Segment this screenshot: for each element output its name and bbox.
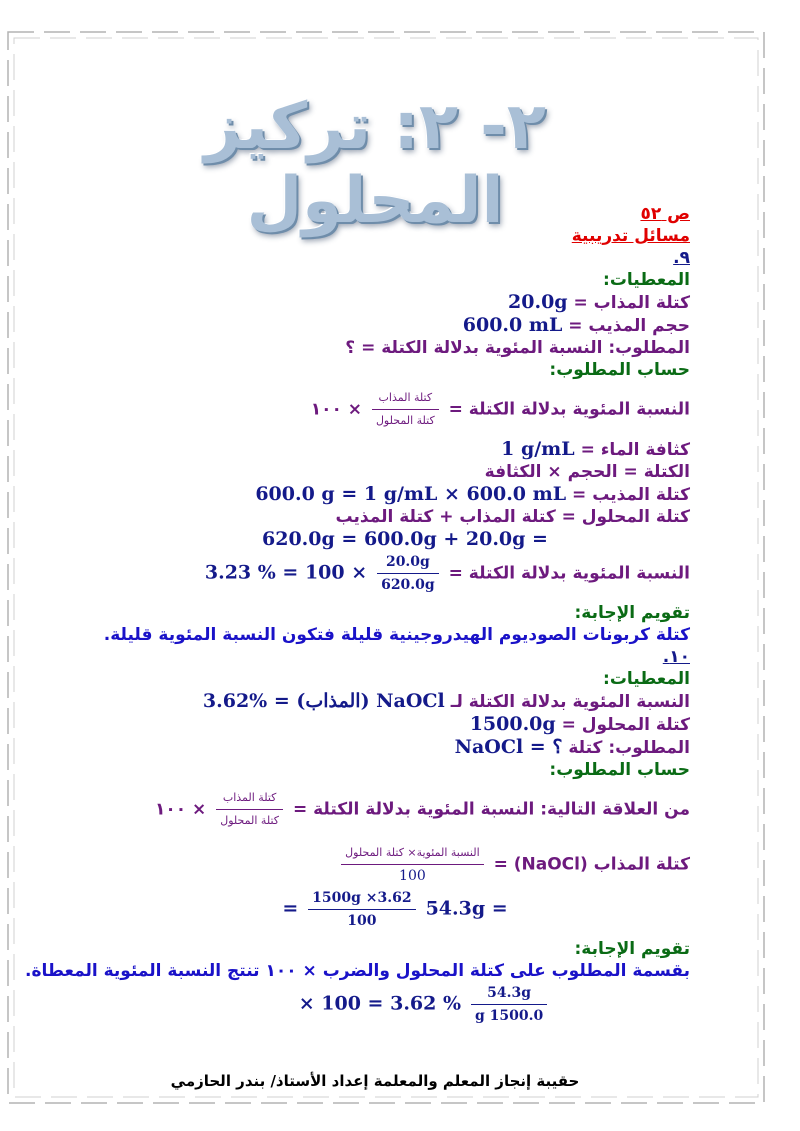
result-fraction xyxy=(377,551,439,596)
solute-mass-value: 20.0g xyxy=(508,291,568,313)
solution-mass-value: 620.0g = 600.0g + 20.0g = xyxy=(262,528,548,550)
answer-value: 54.3g = xyxy=(425,897,508,920)
relation-tail: × ١٠٠ xyxy=(155,799,207,820)
problem-10-check xyxy=(60,982,690,1027)
answer-numerator: 1500g ×3.62 xyxy=(308,887,415,910)
solute-fraction xyxy=(341,842,483,887)
check-fraction xyxy=(471,982,547,1027)
problem-10-relation xyxy=(60,787,690,832)
formula-numerator: كتلة المذاب xyxy=(372,387,439,410)
section-heading: مسائل تدريبية xyxy=(571,226,690,246)
problem-9-required: المطلوب: النسبة المئوية بدلالة الكتلة = ؟ xyxy=(345,338,690,358)
check-tail: × 100 = 3.62 % xyxy=(298,992,462,1015)
solvent-volume-label: حجم المذيب = xyxy=(568,316,690,336)
answer-denominator: 100 xyxy=(347,913,377,929)
solute-denominator: 100 xyxy=(399,868,426,884)
formula-tail: × ١٠٠ xyxy=(310,399,363,420)
problem-9-result xyxy=(60,551,690,596)
relation-denominator: كتلة المحلول xyxy=(220,814,280,827)
problem-10-givens-label: المعطيات: xyxy=(603,669,690,689)
problem-10-calc-label: حساب المطلوب: xyxy=(549,760,690,780)
problem-9-density xyxy=(60,438,690,461)
relation-fraction xyxy=(216,787,283,832)
check-numerator: 54.3g xyxy=(471,982,547,1005)
formula-fraction xyxy=(372,387,439,432)
problem-9-number: ٩. xyxy=(673,248,690,268)
problem-9-mass-rule: الكتلة = الحجم × الكثافة xyxy=(484,462,690,482)
solvent-mass-value: 600.0 g = 1 g/mL × 600.0 mL xyxy=(255,483,567,505)
problem-9-formula xyxy=(60,387,690,432)
result-denominator: 620.0g xyxy=(381,577,435,593)
solute-numerator: النسبة المئوية× كتلة المحلول xyxy=(341,842,483,865)
percent-value: 3.62% = (المذاب) NaOCl xyxy=(202,690,445,712)
result-label: النسبة المئوية بدلالة الكتلة = xyxy=(448,563,690,584)
document-page xyxy=(25,60,690,1100)
check-denominator: 1500.0 g xyxy=(474,1008,544,1024)
relation-label: من العلاقة التالية: النسبة المئوية بدلالة الكتلة = xyxy=(292,799,690,820)
problem-10-answer xyxy=(60,887,690,932)
problem-10-number: ١٠. xyxy=(662,647,690,667)
problem-9-solution-mass-value xyxy=(60,528,690,551)
page-footer: حقيبة إنجاز المعلم والمعلمة إعداد الأستاذ/ بندر الحازمي xyxy=(170,1072,580,1090)
document-body xyxy=(25,203,690,1027)
percent-label: النسبة المئوية بدلالة الكتلة لـ xyxy=(450,692,690,712)
density-value: 1 g/mL xyxy=(501,438,575,460)
problem-10-required xyxy=(60,736,690,759)
required-value: NaOCl = ؟ xyxy=(454,736,563,758)
problem-9-solvent-volume xyxy=(60,314,690,337)
problem-10-eval-label: تقويم الإجابة: xyxy=(574,939,690,959)
problem-9-givens-label: المعطيات: xyxy=(603,270,690,290)
solute-mass-label: كتلة المذاب = xyxy=(573,293,690,313)
problem-9-solution-mass-rule: كتلة المحلول = كتلة المذاب + كتلة المذيب xyxy=(335,507,690,527)
problem-10-eval-text: بقسمة المطلوب على كتلة المحلول والضرب × ١٠٠ تنتج النسبة المئوية المعطاة. xyxy=(25,961,690,981)
answer-fraction xyxy=(308,887,415,932)
formula-denominator: كتلة المحلول xyxy=(375,414,435,427)
page-reference: ص ٥٢ xyxy=(640,204,690,224)
result-tail: 3.23 % = 100 × xyxy=(204,561,368,584)
problem-9-solvent-mass xyxy=(60,483,690,506)
solution-mass-value-10: 1500.0g xyxy=(469,713,556,735)
solvent-mass-label: كتلة المذيب = xyxy=(572,485,690,505)
problem-9-eval-text: كتلة كربونات الصوديوم الهيدروجينية قليلة فتكون النسبة المئوية قليلة. xyxy=(103,625,690,645)
problem-10-solute xyxy=(60,842,690,887)
problem-10-percent xyxy=(60,690,690,713)
required-label: المطلوب: كتلة xyxy=(568,738,690,758)
problem-10-solution-mass xyxy=(60,713,690,736)
problem-9-eval-label: تقويم الإجابة: xyxy=(574,603,690,623)
relation-numerator: كتلة المذاب xyxy=(216,787,283,810)
formula-label: النسبة المئوية بدلالة الكتلة = xyxy=(448,399,690,420)
solution-mass-label: كتلة المحلول = xyxy=(561,715,690,735)
page-title: ٢- ٢: تركيز المحلول xyxy=(204,90,546,238)
result-numerator: 20.0g xyxy=(377,551,439,574)
density-label: كثافة الماء = xyxy=(580,440,690,460)
solute-label: كتلة المذاب (NaOCl) = xyxy=(493,854,690,875)
solvent-volume-value: 600.0 mL xyxy=(462,314,563,336)
answer-equals: = xyxy=(282,897,299,920)
problem-9-solute-mass xyxy=(60,291,690,314)
problem-9-calc-label: حساب المطلوب: xyxy=(549,360,690,380)
